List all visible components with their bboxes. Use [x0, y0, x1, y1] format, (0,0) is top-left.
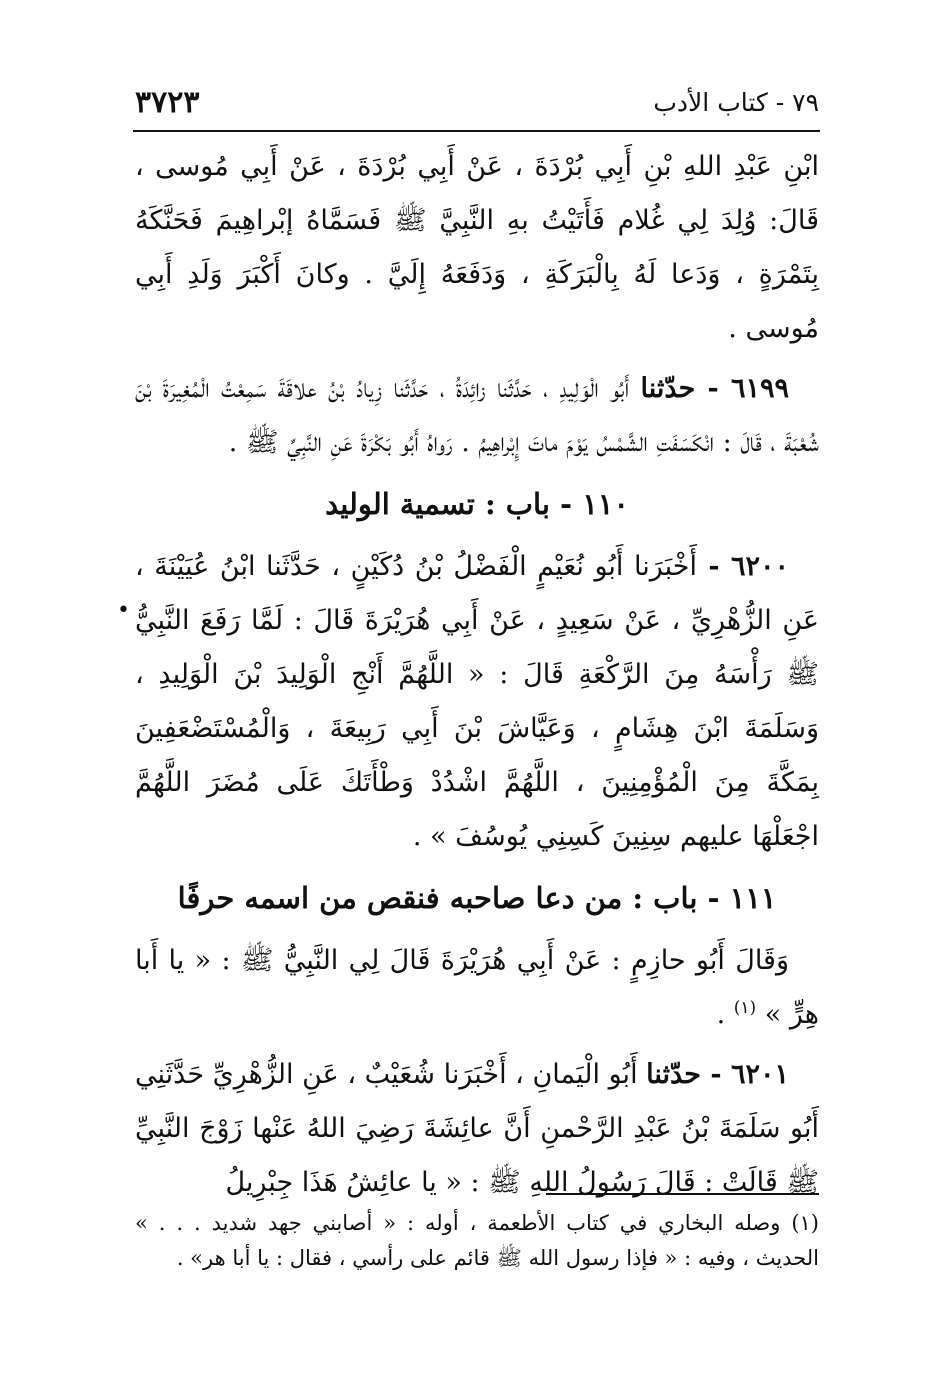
- hadith-number: ٦٢٠٠ -: [696, 551, 789, 582]
- page-header: [135, 84, 819, 124]
- chapter-heading-110: ١١٠ - باب : تسمية الوليد: [325, 487, 629, 521]
- paragraph-continuation: [135, 140, 819, 356]
- narration-lead: حدّثنا: [646, 1059, 701, 1090]
- narration-lead: حدّثنا: [640, 373, 696, 404]
- header-rule: [133, 130, 820, 132]
- running-head-title: ٧٩ - كتاب الأدب: [653, 88, 819, 117]
- hadith-text: أَخْبَرَنا أَبُو نُعَيْمٍ الْفَضْلُ بْنُ دُكَيْنٍ ، حَدَّثَنا ابْنُ عُيَيْنَةَ ، عَنِ الزُّهْرِيِّ ، عَنْ سَعِيدٍ ، عَنْ أَبِي هُرَيْرَةَ قَالَ : لَمَّا رَفَعَ النَّبِيُّ ﷺ رَأْسَهُ مِنَ الرَّكْعَةِ قَالَ : « اللَّهُمَّ أَنْجِ الْوَلِيدَ بْنَ الْوَلِيدِ ، وَسَلَمَةَ ابْنَ هِشَامٍ ، وَعَيَّاشَ بْنَ أَبِي رَبِيعَةَ ، وَالْمُسْتَضْعَفِينَ بِمَكَّةَ مِنَ الْمُؤْمِنِينَ ، اللَّهُمَّ اشْدُدْ وَطْأَتَكَ عَلَى مُضَرَ اللَّهُمَّ اجْعَلْهَا عليهم سِنِينَ كَسِنِي يُوسُفَ » .: [135, 551, 819, 852]
- chapter-heading-111: ١١١ - باب : من دعا صاحبه فنقص من اسمه حرفًا: [177, 881, 777, 915]
- hadith-number: ٦٢٠١ -: [700, 1059, 789, 1090]
- margin-dot: •: [117, 598, 130, 623]
- hadith-text: أَبُو الْوَلِيدِ ، حَدَّثَنا زائِدَةُ ، حَدَّثَنا زِيادُ بْنُ علاقَةَ سَمِعْتُ الْمُغِيرَةَ بْنَ شُعْبَةَ ، قَالَ : انْكَسَفَتِ الشَّمْسُ يَوْمَ ماتَ إِبْراهِيمُ . رَواهُ أَبُو بَكْرَةَ عَنِ النَّبِيِّ ﷺ .: [135, 373, 819, 458]
- main-text: [135, 140, 819, 1216]
- footnotes: [135, 1206, 819, 1276]
- footnote-rule: [546, 1193, 819, 1195]
- footnote-1: (١) وصله البخاري في كتاب الأطعمة ، أوله : « أصابني جهد شديد . . . » الحديث ، وفيه : « فإذا رسول الله ﷺ قائم على رأسي ، فقال : يا أبا هر» .: [135, 1211, 819, 1270]
- paragraph-text: ابْنِ عَبْدِ اللهِ بْنِ أَبِي بُرْدَةَ ، عَنْ أَبِي بُرْدَةَ ، عَنْ أَبِي مُوسى ، قَالَ: وُلِدَ لِي غُلام فَأَتَيْتُ بهِ النَّبِيَّ ﷺ فَسَمَّاهُ إبْراهِيمَ فَحَنَّكَهُ بِتَمْرَةٍ ، وَدَعا لَهُ بِالْبَرَكَةِ ، وَدَفَعَهُ إِلَيَّ . وكانَ أَكْبَرَ وَلَدِ أَبِي مُوسى .: [135, 151, 819, 344]
- paragraph-end: .: [716, 999, 734, 1030]
- page-number: ٣٧٢٣: [135, 85, 200, 120]
- hadith-number: ٦١٩٩ -: [695, 373, 789, 404]
- paragraph-text: وَقَالَ أَبُو حازِمٍ : عَنْ أَبِي هُرَيْرَةَ قَالَ لِي النَّبِيُّ ﷺ : « يا أَبا هِرٍّ »: [135, 945, 819, 1030]
- paragraph-abu-hazim: [135, 934, 819, 1042]
- hadith-text: أَبُو الْيَمانِ ، أَخْبَرَنا شُعَيْبٌ ، عَنِ الزُّهْرِيِّ حَدَّثَنِي أَبُو سَلَمَةَ بْنُ عَبْدِ الرَّحْمنِ أَنَّ عائِشَةَ رَضِيَ اللهُ عَنْها زَوْجَ النَّبِيِّ ﷺ قَالَتْ : قَالَ رَسُولُ اللهِ ﷺ : « يا عائِشُ هَذَا جِبْرِيلُ: [135, 1059, 819, 1198]
- hadith-6199: [135, 362, 819, 470]
- footnote-reference: (١): [733, 998, 757, 1018]
- hadith-6200: [135, 540, 819, 864]
- hadith-6201: [135, 1048, 819, 1210]
